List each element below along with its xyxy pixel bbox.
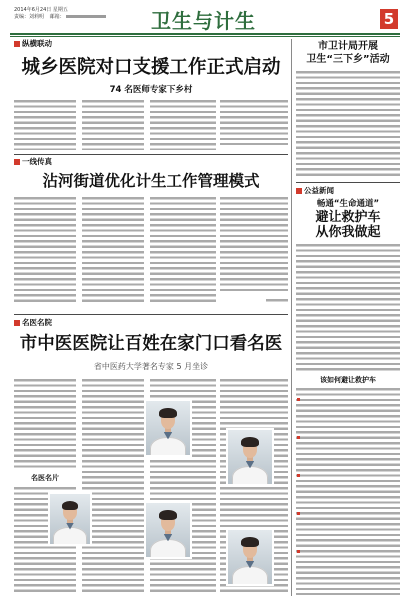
bullet-icon bbox=[297, 474, 300, 477]
article-body-text bbox=[150, 197, 216, 305]
headline-family-planning: 沾河街道优化计生工作管理模式 bbox=[42, 172, 260, 190]
page-number: 5 bbox=[383, 10, 395, 28]
email-label: 邮箱： bbox=[49, 14, 65, 20]
kicker-ambulance: 畅通“生命通道” bbox=[316, 199, 380, 209]
bullet-icon bbox=[297, 436, 300, 439]
article-body-text bbox=[14, 100, 76, 150]
headline-three-rural-line1: 市卫计局开展 bbox=[318, 41, 378, 52]
issue-date: 2014年6月24日 星期五 bbox=[14, 7, 68, 13]
doctor-card-label: 名医名片 bbox=[31, 474, 59, 482]
bullet-icon bbox=[297, 398, 300, 401]
column-label bbox=[14, 158, 52, 166]
column-label bbox=[296, 187, 334, 195]
article-body-text bbox=[82, 379, 144, 595]
header-rule bbox=[10, 33, 400, 35]
doctor-photo bbox=[50, 494, 90, 544]
red-square-icon bbox=[14, 159, 20, 165]
subhead-rural-support: 74 名医师专家下乡村 bbox=[109, 85, 193, 95]
page-number-badge bbox=[380, 9, 398, 29]
article-body-text bbox=[296, 244, 400, 373]
article-body-text bbox=[296, 71, 400, 179]
column-label-text: 一线传真 bbox=[22, 157, 52, 166]
article-body-text bbox=[82, 100, 144, 150]
column-label bbox=[14, 40, 52, 48]
section-divider bbox=[14, 314, 288, 315]
article-body-text bbox=[150, 100, 216, 150]
doctor-photo bbox=[228, 530, 272, 584]
article-body-text bbox=[82, 197, 144, 305]
red-square-icon bbox=[296, 188, 302, 194]
doctor-photo bbox=[228, 430, 272, 484]
doctor-photo bbox=[146, 503, 190, 557]
subheading-ambulance: 该如何避让救护车 bbox=[320, 376, 376, 384]
article-body-text bbox=[14, 379, 76, 470]
bullet-icon bbox=[297, 512, 300, 515]
headline-rural-support: 城乡医院对口支援工作正式启动 bbox=[21, 57, 281, 78]
article-body-text bbox=[220, 100, 288, 145]
article-body-text bbox=[296, 388, 400, 595]
article-byline bbox=[266, 299, 288, 302]
header-rule-thin bbox=[10, 36, 400, 37]
column-label bbox=[14, 319, 52, 327]
headline-ambulance-line1: 避让救护车 bbox=[315, 210, 381, 225]
page-section-title: 卫生与计生 bbox=[151, 9, 256, 33]
column-label-text: 名医名院 bbox=[22, 318, 52, 327]
red-square-icon bbox=[14, 320, 20, 326]
bullet-icon bbox=[297, 550, 300, 553]
column-label-text: 公益新闻 bbox=[304, 186, 334, 195]
subhead-tcm-hospital: 省中医药大学著名专家 5 月坐诊 bbox=[93, 362, 209, 371]
editor-name: 责编：刘莉明 bbox=[14, 14, 45, 20]
headline-three-rural-line2: 卫生“三下乡”活动 bbox=[306, 54, 390, 65]
headline-ambulance-line2: 从你我做起 bbox=[315, 225, 381, 240]
headline-tcm-hospital: 市中医医院让百姓在家门口看名医 bbox=[19, 334, 283, 354]
section-divider bbox=[14, 154, 288, 155]
column-divider bbox=[291, 39, 292, 596]
article-body-text bbox=[220, 197, 288, 294]
red-square-icon bbox=[14, 41, 20, 47]
doctor-photo bbox=[146, 401, 190, 455]
article-body-text bbox=[14, 197, 76, 305]
section-divider bbox=[296, 182, 400, 183]
column-label-text: 纵横联动 bbox=[22, 39, 52, 48]
